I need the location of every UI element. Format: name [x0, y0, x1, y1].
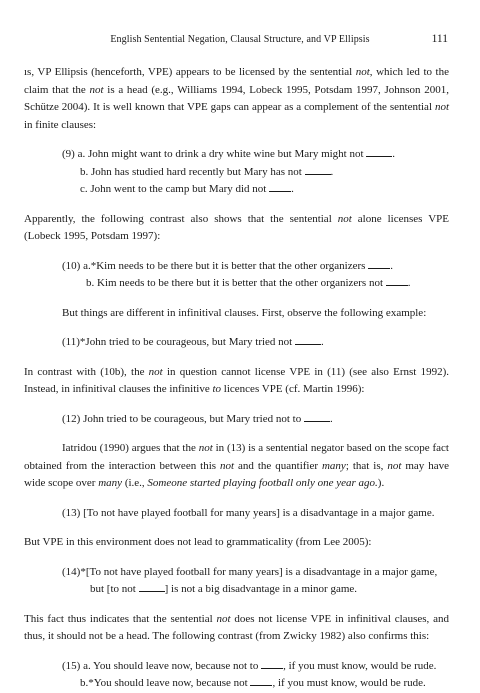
paragraph-4: In contrast with (10b), the not in question cannot license VPE in (11) (see also Ernst 1992). Instead, in infinitival clauses the infinitive to licences VPE (cf. Martin 1996): [24, 365, 449, 395]
paragraph-7: This fact thus indicates that the sentential not does not license VPE in infinitival clauses, and thus, it should not be a head. The following contrast (from Zwicky 1982) also confirms this: [24, 612, 449, 642]
page-number: 111 [431, 33, 448, 45]
example-11: (11)*John tried to be courageous, but Mary tried not . [62, 336, 324, 348]
paragraph-3: But things are different in infinitival clauses. First, observe the following example: [62, 306, 427, 319]
example-9a: (9) a. John might want to drink a dry white wine but Mary might not . [62, 148, 396, 160]
example-14b: but [to not ] is not a big disadvantage in a minor game. [90, 583, 358, 595]
paragraph-1: ıs, VP Ellipsis (henceforth, VPE) appears to be licensed by the sentential not, which led to the claim that the not is a head (e.g., Williams 1994, Lobeck 1995, Potsdam 1997, Johnson 2001, Schütze 2004). It is well known that VPE gaps can appear as a complement of the sentential not in finite clauses: [24, 66, 449, 131]
example-15b: b.*You should leave now, because not , if you must know, would be rude. [80, 677, 426, 689]
body-text [24, 64, 449, 693]
example-9b: b. John has studied hard recently but Mary has not . [80, 165, 334, 178]
example-9c: c. John went to the camp but Mary did not . [80, 183, 294, 195]
example-14a: (14)*[To not have played football for many years] is a disadvantage in a major game, [62, 565, 438, 578]
example-15a: (15) a. You should leave now, because not to , if you must know, would be rude. [62, 659, 437, 672]
paragraph-2: Apparently, the following contrast also shows that the sentential not alone licenses VPE (Lobeck 1995, Potsdam 1997): [24, 212, 449, 242]
running-head: English Sentential Negation, Clausal Structure, and VP Ellipsis [110, 34, 370, 45]
paragraph-6: But VPE in this environment does not lead to grammaticality (from Lee 2005): [24, 536, 372, 548]
example-12: (12) John tried to be courageous, but Mary tried not to . [62, 412, 333, 425]
paragraph-5: Iatridou (1990) argues that the not in (13) is a sentential negator based on the scope fact obtained from the interaction between this not and the quantifier many; that is, not may have wide scope over many (i.e., Someone started playing football only one year ago.). [24, 442, 450, 489]
example-13: (13) [To not have played football for many years] is a disadvantage in a major game. [62, 506, 435, 519]
example-10b: b. Kim needs to be there but it is better that the other organizers not . [86, 277, 411, 289]
page-header [0, 0, 480, 44]
example-10a: (10) a.*Kim needs to be there but it is better that the other organizers . [62, 259, 393, 272]
